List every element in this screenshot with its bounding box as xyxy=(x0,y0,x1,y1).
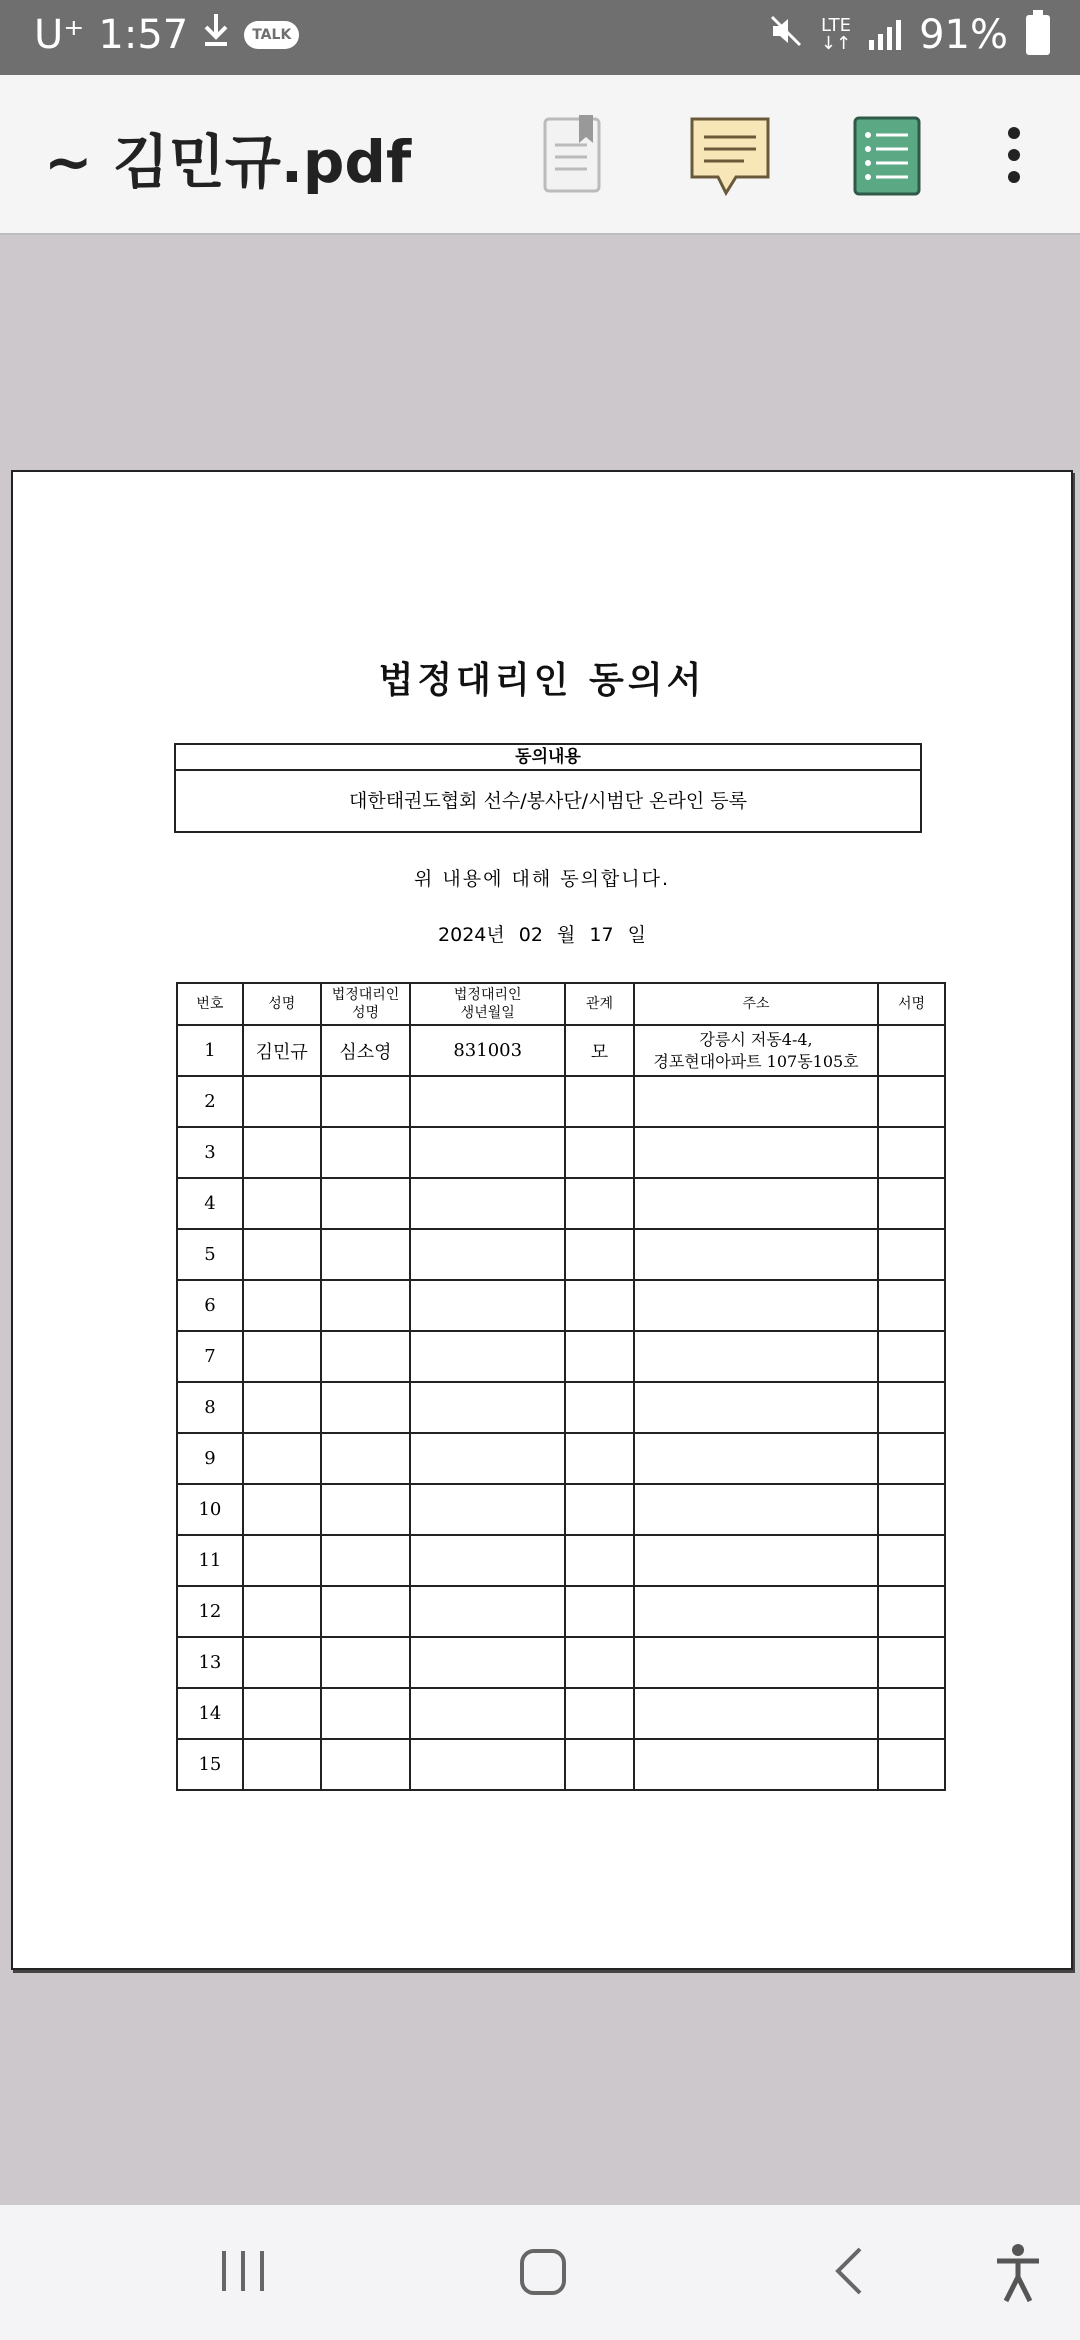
lte-icon: LTE ↓↑ xyxy=(820,15,852,54)
header-name: 성명 xyxy=(243,983,321,1025)
cell-guardian-name xyxy=(321,1229,411,1280)
cell-guardian-birthdate xyxy=(410,1535,565,1586)
cell-address xyxy=(634,1382,878,1433)
cell-guardian-name: 심소영 xyxy=(321,1025,411,1076)
cell-signature xyxy=(878,1076,945,1127)
cell-signature xyxy=(878,1637,945,1688)
table-row xyxy=(177,1688,945,1739)
cell-relation xyxy=(565,1637,634,1688)
cell-row-number: 9 xyxy=(177,1433,243,1484)
cell-address xyxy=(634,1076,878,1127)
cell-relation xyxy=(565,1178,634,1229)
cell-student-name xyxy=(243,1382,321,1433)
cell-guardian-name xyxy=(321,1688,411,1739)
cell-guardian-name xyxy=(321,1331,411,1382)
cell-relation xyxy=(565,1688,634,1739)
cell-signature xyxy=(878,1535,945,1586)
back-icon[interactable] xyxy=(830,2243,870,2303)
cell-student-name xyxy=(243,1535,321,1586)
cell-guardian-birthdate xyxy=(410,1076,565,1127)
cell-address xyxy=(634,1535,878,1586)
cell-guardian-name xyxy=(321,1586,411,1637)
cell-signature xyxy=(878,1688,945,1739)
nav-bar xyxy=(0,2205,1080,2340)
battery-icon xyxy=(1026,15,1050,55)
cell-guardian-name xyxy=(321,1637,411,1688)
cell-address xyxy=(634,1739,878,1790)
cell-signature xyxy=(878,1127,945,1178)
table-row xyxy=(177,1331,945,1382)
table-row xyxy=(177,1382,945,1433)
file-title: ~ 김민규.pdf xyxy=(44,128,412,196)
cell-student-name xyxy=(243,1280,321,1331)
table-row xyxy=(177,1076,945,1127)
table-row xyxy=(177,1586,945,1637)
kakaotalk-icon: TALK xyxy=(244,21,299,49)
cell-address xyxy=(634,1127,878,1178)
cell-address xyxy=(634,1229,878,1280)
download-icon xyxy=(202,12,230,58)
consent-body: 대한태권도협회 선수/봉사단/시범단 온라인 등록 xyxy=(348,790,747,812)
cell-guardian-name xyxy=(321,1739,411,1790)
cell-student-name xyxy=(243,1076,321,1127)
cell-guardian-birthdate xyxy=(410,1382,565,1433)
status-bar xyxy=(0,0,1080,75)
cell-address xyxy=(634,1433,878,1484)
cell-guardian-birthdate xyxy=(410,1637,565,1688)
cell-guardian-birthdate xyxy=(410,1433,565,1484)
table-row xyxy=(177,1535,945,1586)
cell-student-name xyxy=(243,1229,321,1280)
agreement-text: 위 내용에 대해 동의합니다. xyxy=(413,868,671,890)
cell-student-name xyxy=(243,1688,321,1739)
cell-guardian-name xyxy=(321,1178,411,1229)
cell-relation xyxy=(565,1280,634,1331)
cell-relation xyxy=(565,1535,634,1586)
cell-row-number: 13 xyxy=(177,1637,243,1688)
cell-signature xyxy=(878,1025,945,1076)
battery-percent: 91% xyxy=(919,12,1008,58)
cell-student-name xyxy=(243,1586,321,1637)
table-row xyxy=(177,1178,945,1229)
cell-signature xyxy=(878,1382,945,1433)
cell-guardian-birthdate xyxy=(410,1280,565,1331)
cell-guardian-name xyxy=(321,1280,411,1331)
cell-student-name xyxy=(243,1127,321,1178)
table-row xyxy=(177,1739,945,1790)
list-icon[interactable] xyxy=(852,115,922,201)
recent-apps-icon[interactable] xyxy=(218,2243,268,2303)
cell-row-number: 7 xyxy=(177,1331,243,1382)
cell-guardian-birthdate xyxy=(410,1484,565,1535)
cell-guardian-birthdate xyxy=(410,1178,565,1229)
mute-icon xyxy=(769,12,803,58)
cell-relation xyxy=(565,1382,634,1433)
cell-signature xyxy=(878,1178,945,1229)
cell-signature xyxy=(878,1484,945,1535)
cell-guardian-name xyxy=(321,1484,411,1535)
cell-address xyxy=(634,1688,878,1739)
cell-address xyxy=(634,1586,878,1637)
cell-student-name xyxy=(243,1739,321,1790)
cell-signature xyxy=(878,1433,945,1484)
cell-relation xyxy=(565,1127,634,1178)
cell-student-name: 김민규 xyxy=(243,1025,321,1076)
cell-guardian-name xyxy=(321,1433,411,1484)
table-body xyxy=(177,1025,945,1790)
home-icon[interactable] xyxy=(518,2243,568,2303)
cell-address xyxy=(634,1484,878,1535)
clock: 1:57 xyxy=(98,12,189,58)
cell-row-number: 6 xyxy=(177,1280,243,1331)
cell-row-number: 8 xyxy=(177,1382,243,1433)
cell-relation: 모 xyxy=(565,1025,634,1076)
cell-signature xyxy=(878,1586,945,1637)
cell-guardian-name xyxy=(321,1076,411,1127)
cell-row-number: 11 xyxy=(177,1535,243,1586)
cell-guardian-birthdate: 831003 xyxy=(410,1025,565,1076)
cell-row-number: 3 xyxy=(177,1127,243,1178)
document-title: 법정대리인 동의서 xyxy=(378,660,706,701)
header-relation: 관계 xyxy=(565,983,634,1025)
cell-student-name xyxy=(243,1331,321,1382)
cell-relation xyxy=(565,1484,634,1535)
cell-row-number: 5 xyxy=(177,1229,243,1280)
cell-address: 강릉시 저동4-4, 경포현대아파트 107동105호 xyxy=(634,1025,878,1076)
header-guardian-name: 법정대리인 성명 xyxy=(321,983,411,1025)
pdf-page[interactable] xyxy=(11,470,1073,1970)
cell-row-number: 14 xyxy=(177,1688,243,1739)
cell-row-number: 2 xyxy=(177,1076,243,1127)
cell-relation xyxy=(565,1586,634,1637)
table-row xyxy=(177,1025,945,1076)
consent-box xyxy=(174,743,922,833)
document-date: 2024년 02 월 17 일 xyxy=(438,924,646,946)
table-row xyxy=(177,1127,945,1178)
more-vert-icon[interactable] xyxy=(1008,127,1022,193)
header-number: 번호 xyxy=(177,983,243,1025)
signal-icon xyxy=(869,20,901,50)
cell-address xyxy=(634,1331,878,1382)
cell-guardian-birthdate xyxy=(410,1586,565,1637)
comment-icon[interactable] xyxy=(688,115,772,203)
table-row xyxy=(177,1484,945,1535)
cell-signature xyxy=(878,1280,945,1331)
table-row xyxy=(177,1433,945,1484)
bookmark-document-icon[interactable] xyxy=(541,115,605,199)
consent-header: 동의내용 xyxy=(176,745,920,771)
cell-relation xyxy=(565,1739,634,1790)
cell-guardian-name xyxy=(321,1382,411,1433)
table-row xyxy=(177,1637,945,1688)
cell-student-name xyxy=(243,1178,321,1229)
cell-student-name xyxy=(243,1433,321,1484)
cell-relation xyxy=(565,1076,634,1127)
header-address: 주소 xyxy=(634,983,878,1025)
cell-relation xyxy=(565,1229,634,1280)
cell-signature xyxy=(878,1739,945,1790)
table-header-row xyxy=(177,983,945,1025)
cell-guardian-name xyxy=(321,1127,411,1178)
cell-address xyxy=(634,1280,878,1331)
cell-row-number: 15 xyxy=(177,1739,243,1790)
cell-row-number: 1 xyxy=(177,1025,243,1076)
cell-guardian-birthdate xyxy=(410,1688,565,1739)
app-bar xyxy=(0,75,1080,235)
accessibility-icon[interactable] xyxy=(994,2243,1042,2307)
cell-row-number: 12 xyxy=(177,1586,243,1637)
cell-row-number: 10 xyxy=(177,1484,243,1535)
cell-guardian-birthdate xyxy=(410,1127,565,1178)
cell-row-number: 4 xyxy=(177,1178,243,1229)
cell-signature xyxy=(878,1229,945,1280)
consent-table xyxy=(176,982,946,1791)
table-row xyxy=(177,1280,945,1331)
cell-guardian-name xyxy=(321,1535,411,1586)
cell-address xyxy=(634,1178,878,1229)
table-row xyxy=(177,1229,945,1280)
cell-guardian-birthdate xyxy=(410,1331,565,1382)
carrier-label: U⁺ xyxy=(34,12,85,58)
cell-address xyxy=(634,1637,878,1688)
cell-student-name xyxy=(243,1637,321,1688)
header-signature: 서명 xyxy=(878,983,945,1025)
header-guardian-birthdate: 법정대리인 생년월일 xyxy=(410,983,565,1025)
cell-guardian-birthdate xyxy=(410,1229,565,1280)
cell-relation xyxy=(565,1331,634,1382)
cell-student-name xyxy=(243,1484,321,1535)
cell-relation xyxy=(565,1433,634,1484)
cell-guardian-birthdate xyxy=(410,1739,565,1790)
cell-signature xyxy=(878,1331,945,1382)
